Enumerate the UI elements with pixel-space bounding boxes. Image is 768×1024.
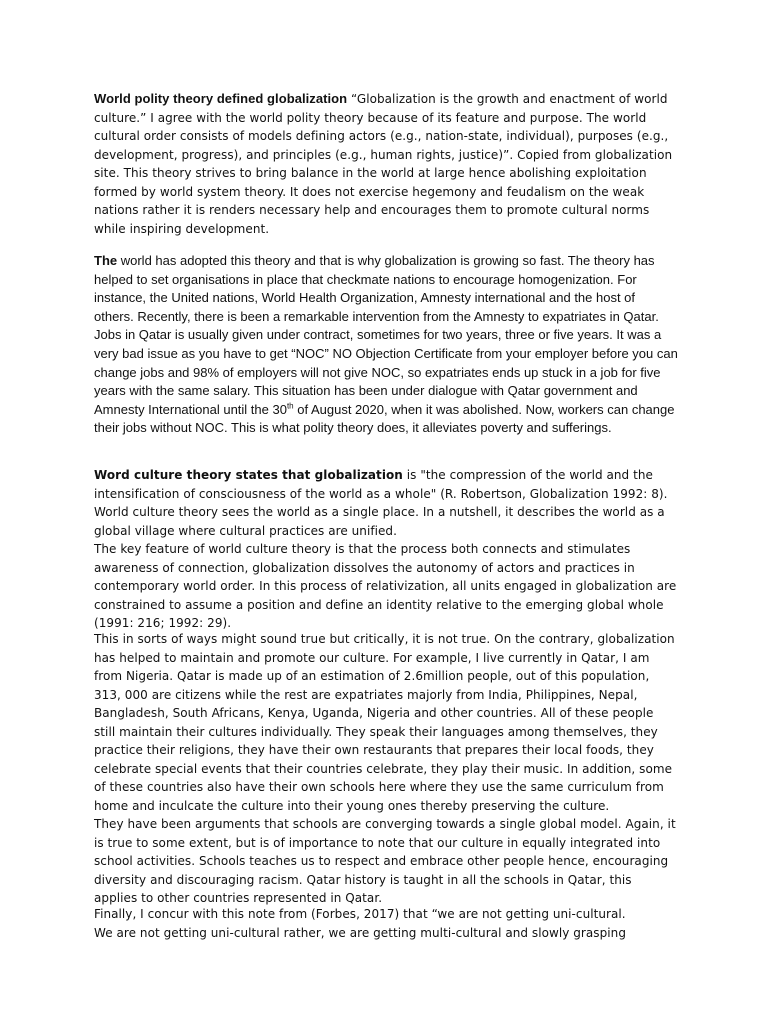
paragraph-lead-bold: The: [94, 253, 118, 268]
paragraph-key-feature: [94, 540, 678, 633]
paragraph-lead-bold: Word culture theory states that globalization: [94, 468, 403, 482]
paragraph-text: They have been arguments that schools are converging towards a single global model. Again, it is true to some extent, but is of importance to note that our culture in equally integrated into school activities. Schools teaches us to respect and embrace other people hence, encouraging diversity and discouraging racism. Qatar history is taught in all the schools in Qatar, this applies to other countries represented in Qatar.: [94, 817, 676, 905]
paragraph-world-culture-theory: [94, 466, 678, 540]
paragraph-text: “Globalization is the growth and enactment of world culture.” I agree with the world polity theory because of its feature and purpose. The world cultural order consists of models defining actors (e.g., nation-state, individual), purposes (e.g., development, progress), and principles (e.g., human rights, justice)”. Copied from globalization site. This theory strives to bring balance in the world at large hence abolishing exploitation formed by world system theory. It does not exercise hegemony and feudalism on the weak nations rather it is renders necessary help and encourages them to promote cultural norms while inspiring development.: [94, 92, 673, 236]
paragraph-text: world has adopted this theory and that is why globalization is growing so fast. The theory has helped to set organisations in place that checkmate nations to encourage homogenization.: [94, 253, 655, 287]
paragraph-line: We are not getting uni-cultural rather, we are getting multi-cultural and slowly grasping: [94, 925, 626, 940]
paragraph-text: is "the compression of the world and the intensification of consciousness of the world as a whole" (R. Robertson, Globalization 1992: 8). World culture theory sees the world as a single place. In a nutshell, it describes the world as a global village where cultural practices are unified.: [94, 468, 668, 538]
paragraph-lead-bold: World polity theory defined globalization: [94, 91, 348, 106]
paragraph-text: The key feature of world culture theory is that the process both connects and stimulates awareness of connection, globalization dissolves the autonomy of actors and practices in contemporary world order. In this process of relativization, all units engaged in globalization are constrained to assume a position and define an identity relative to the emerging global whole (1991: 216; 1992: 29).: [94, 542, 677, 630]
paragraph-text: instance, the United nations, World Health Organization, Amnesty international and the host of others. Recently, there is been a remarkable intervention from the Amnesty to expatriates in Qatar. Jobs in Qatar is usually given under contract, sometimes for two years, three or five years. It was a very bad issue as you have to get “NOC” NO Objection Certificate from your employer before you can change jobs and 98% of employers will not give NOC, so expatriates ends up stuck in a job for five years with the same salary. This situation has been under dialogue with Qatar government and Amnesty International until the 30: [94, 290, 678, 417]
paragraph-for-word: For: [617, 271, 637, 287]
paragraph-conclusion: [94, 905, 678, 942]
paragraph-text: of August 2020, when it was abolished. Now, workers can change their jobs without NOC. This is what polity theory does, it alleviates poverty and sufferings.: [94, 401, 675, 436]
paragraph-line: Finally, I concur with this note from (Forbes, 2017) that “we are not getting uni-cultural.: [94, 907, 626, 921]
paragraph-world-adopted-theory: [94, 252, 678, 438]
paragraph-counterargument-qatar: [94, 630, 678, 815]
superscript-ordinal: th: [286, 401, 294, 411]
paragraph-schools-converging: [94, 815, 678, 908]
paragraph-world-polity-definition: [94, 90, 678, 238]
paragraph-text: This in sorts of ways might sound true but critically, it is not true. On the contrary, globalization has helped to maintain and promote our culture. For example, I live currently in Qatar, I am from Nigeria. Qatar is made up of an estimation of 2.6million people, out of this population, 313, 000 are citizens while the rest are expatriates majorly from India, Philippines, Nepal, Bangladesh, South Africans, Kenya, Uganda, Nigeria and other countries. All of these people still maintain their cultures individually. They speak their languages among themselves, they practice their religions, they have their own restaurants that prepares their local foods, they celebrate special events that their countries celebrate, they play their music. In addition, some of these countries also have their own schools here where they use the same curriculum from home and inculcate the culture into their young ones thereby preserving the culture.: [94, 632, 675, 813]
